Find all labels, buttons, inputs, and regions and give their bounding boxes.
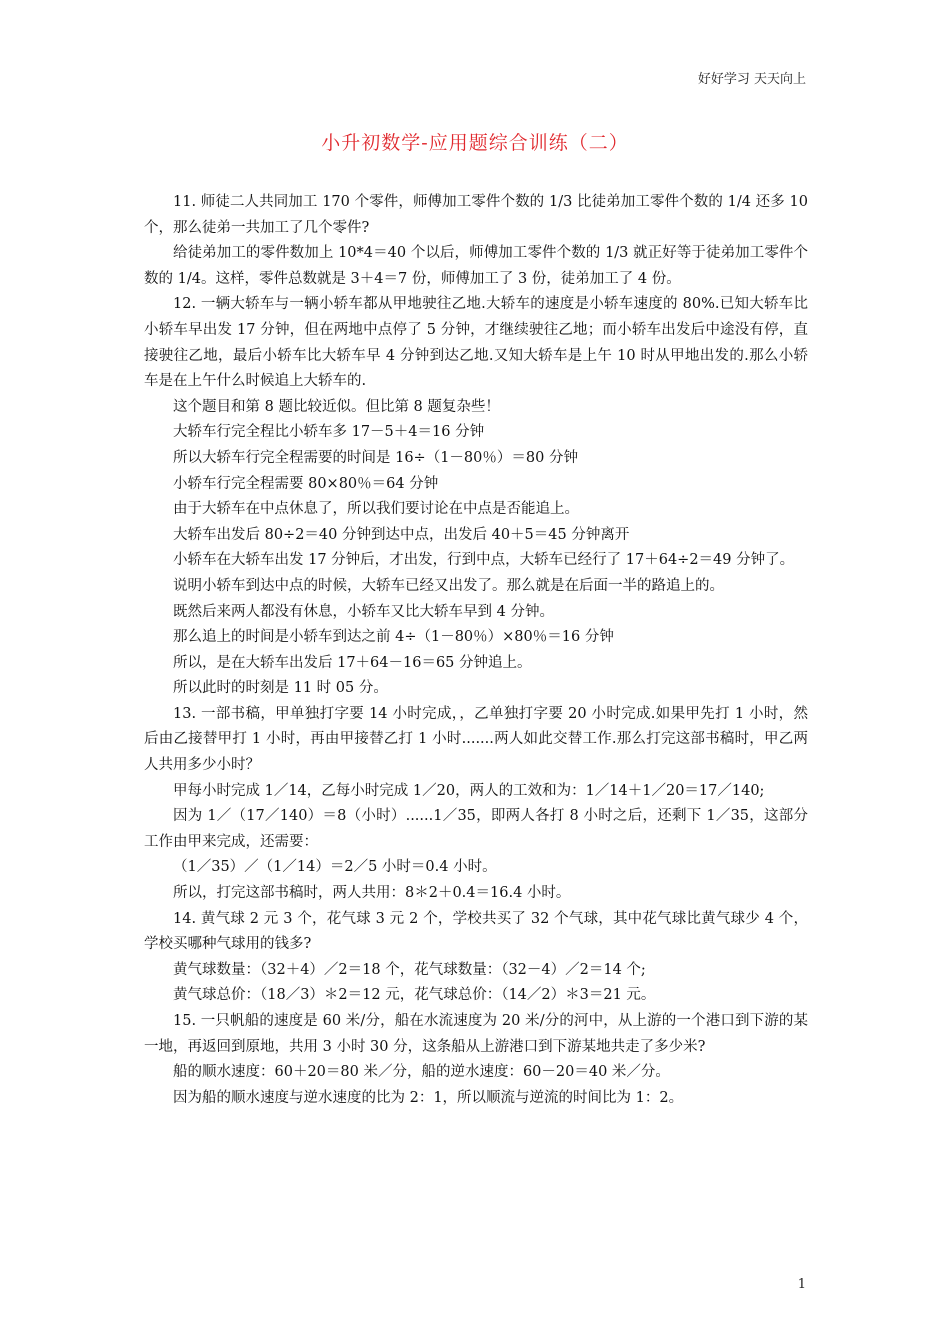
paragraph: （1／35）／（1／14）＝2／5 小时＝0.4 小时。 (173, 859, 497, 876)
paragraph: 既然后来两人都没有休息，小轿车又比大轿车早到 4 分钟。 (173, 603, 554, 620)
page-title: 小升初数学-应用题综合训练（二） (321, 132, 629, 154)
paragraph: 说明小轿车到达中点的时候，大轿车已经又出发了。那么就是在后面一半的路追上的。 (173, 577, 724, 594)
paragraph: 所以大轿车行完全程需要的时间是 16÷（1－80％）＝80 分钟 (173, 449, 578, 466)
paragraph: 船的顺水速度：60＋20＝80 米／分，船的逆水速度：60－20＝40 米／分。 (173, 1064, 670, 1081)
paragraph: 12. 一辆大轿车与一辆小轿车都从甲地驶往乙地.大轿车的速度是小轿车速度的 80%.已知大轿车比小轿车早出发 17 分钟，但在两地中点停了 5 分钟，才继续驶往乙地；而小轿车出发后中途没有停，直接驶往乙地，最后小轿车比大轿车早 4 分钟到达乙地.又知大轿车是上午 10 时从甲地出发的.那么小轿车是在上午什么时候追上大轿车的. (144, 296, 808, 390)
paragraph: 甲每小时完成 1／14，乙每小时完成 1／20，两人的工效和为：1／14＋1／20＝17／140; (173, 782, 765, 799)
paragraph: 所以此时的时刻是 11 时 05 分。 (173, 680, 388, 697)
paragraph: 14. 黄气球 2 元 3 个，花气球 3 元 2 个，学校共买了 32 个气球，其中花气球比黄气球少 4 个，学校买哪种气球用的钱多? (144, 910, 808, 953)
page-number: 1 (797, 1277, 806, 1292)
paragraph: 黄气球总价：（18／3）＊2＝12 元，花气球总价：（14／2）＊3＝21 元。 (173, 987, 656, 1004)
paragraph: 大轿车出发后 80÷2＝40 分钟到达中点，出发后 40＋5＝45 分钟离开 (173, 526, 630, 543)
paragraph: 大轿车行完全程比小轿车多 17－5＋4＝16 分钟 (173, 424, 485, 441)
paragraph: 由于大轿车在中点休息了，所以我们要讨论在中点是否能追上。 (173, 501, 579, 518)
paragraph: 这个题目和第 8 题比较近似。但比第 8 题复杂些！ (173, 398, 500, 415)
paragraph: 因为船的顺水速度与逆水速度的比为 2：1，所以顺流与逆流的时间比为 1：2。 (173, 1089, 684, 1106)
paragraph: 所以，是在大轿车出发后 17＋64－16＝65 分钟追上。 (173, 654, 532, 671)
paragraph: 给徒弟加工的零件数加上 10*4＝40 个以后，师傅加工零件个数的 1/3 就正好等于徒弟加工零件个数的 1/4。这样，零件总数就是 3＋4＝7 份，师傅加工了 3 份，徒弟加工了 4 份。 (144, 245, 808, 287)
paragraph: 所以，打完这部书稿时，两人共用：8＊2＋0.4＝16.4 小时。 (173, 885, 571, 902)
paragraph: 因为 1／（17／140）＝8（小时）......1／35，即两人各打 8 小时之后，还剩下 1／35，这部分工作由甲来完成，还需要： (144, 808, 808, 850)
paragraph: 15. 一只帆船的速度是 60 米/分，船在水流速度为 20 米/分的河中，从上游的一个港口到下游的某一地，再返回到原地，共用 3 小时 30 分，这条船从上游港口到下游某地共走了多少米? (144, 1013, 808, 1055)
document-body (144, 190, 808, 1111)
paragraph: 黄气球数量：（32＋4）／2＝18 个，花气球数量：（32－4）／2＝14 个; (173, 961, 646, 978)
page-header: 好好学习 天天向上 (697, 72, 806, 87)
paragraph: 小轿车行完全程需要 80×80％＝64 分钟 (173, 475, 439, 492)
paragraph: 13. 一部书稿，甲单独打字要 14 小时完成，，乙单独打字要 20 小时完成.如果甲先打 1 小时，然后由乙接替甲打 1 小时，再由甲接替乙打 1 小时.......两人如此交替工作.那么打完这部书稿时，甲乙两人共用多少小时？ (144, 705, 808, 774)
paragraph: 11. 师徒二人共同加工 170 个零件，师傅加工零件个数的 1/3 比徒弟加工零件个数的 1/4 还多 10 个，那么徒弟一共加工了几个零件? (144, 194, 808, 236)
paragraph: 小轿车在大轿车出发 17 分钟后，才出发，行到中点，大轿车已经行了 17＋64÷2＝49 分钟了。 (173, 552, 795, 569)
paragraph: 那么追上的时间是小轿车到达之前 4÷（1－80％）×80％＝16 分钟 (173, 629, 614, 646)
